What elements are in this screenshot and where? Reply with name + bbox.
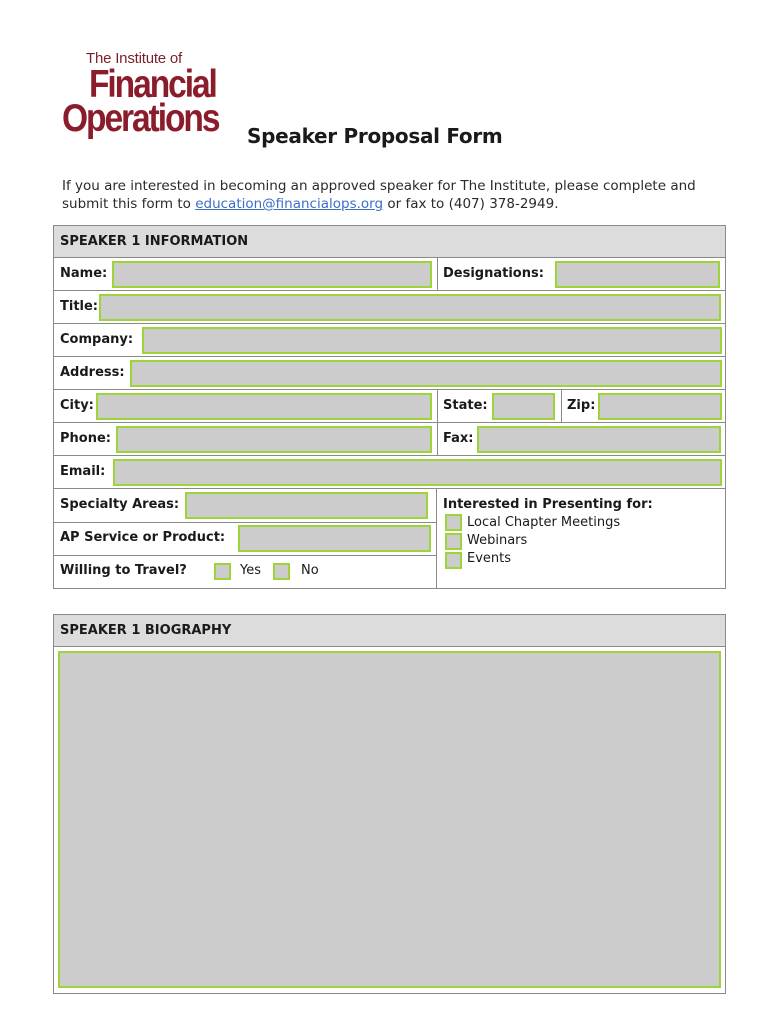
intro-text-before: If you are interested in becoming an approved speaker for The Institute, please complete and submit this form to: [62, 178, 696, 212]
ap-row: [54, 522, 436, 556]
state-label: State:: [443, 398, 488, 413]
email-label: Email:: [60, 464, 106, 479]
logo-line-2: Financial: [89, 63, 216, 106]
name-label: Name:: [60, 266, 108, 281]
specialty-row: [54, 489, 436, 523]
ap-label: AP Service or Product:: [60, 530, 226, 545]
presenting-label: Interested in Presenting for:: [443, 497, 653, 512]
travel-no-label: No: [301, 563, 319, 578]
intro-paragraph: [62, 177, 742, 213]
fax-label: Fax:: [443, 431, 474, 446]
company-label: Company:: [60, 332, 134, 347]
company-field[interactable]: [142, 327, 722, 354]
intro-text-after: or fax to (407) 378-2949.: [383, 196, 559, 212]
address-row: [54, 357, 725, 390]
specialty-label: Specialty Areas:: [60, 497, 180, 512]
travel-yes-checkbox[interactable]: [214, 563, 231, 580]
presenting-column: [437, 489, 725, 588]
biography-field[interactable]: [58, 651, 721, 988]
name-row: [54, 258, 725, 291]
travel-row: [54, 555, 436, 588]
phone-field[interactable]: [116, 426, 432, 453]
title-row: [54, 291, 725, 324]
zip-field[interactable]: [598, 393, 722, 420]
biography-section: [53, 614, 726, 994]
name-field[interactable]: [112, 261, 432, 288]
phone-row: [54, 423, 725, 456]
institute-logo: [62, 50, 232, 140]
fax-field[interactable]: [477, 426, 721, 453]
logo-line-1: The Institute of: [86, 50, 183, 67]
webinars-label: Webinars: [467, 533, 528, 548]
email-row: [54, 456, 725, 489]
logo-line-3: Operations: [62, 97, 219, 140]
travel-label: Willing to Travel?: [60, 563, 187, 578]
speaker-info-section: [53, 225, 726, 589]
local-chapter-checkbox[interactable]: [445, 514, 462, 531]
travel-yes-label: Yes: [240, 563, 261, 578]
events-checkbox[interactable]: [445, 552, 462, 569]
left-column: [54, 489, 437, 588]
designations-field[interactable]: [555, 261, 720, 288]
title-field[interactable]: [99, 294, 721, 321]
city-row: [54, 390, 725, 423]
company-row: [54, 324, 725, 357]
email-field[interactable]: [113, 459, 722, 486]
ap-field[interactable]: [238, 525, 431, 552]
city-field[interactable]: [96, 393, 432, 420]
state-field[interactable]: [492, 393, 555, 420]
designations-label: Designations:: [443, 266, 544, 281]
bottom-block: [54, 489, 725, 588]
title-label: Title:: [60, 299, 99, 314]
address-field[interactable]: [130, 360, 722, 387]
events-label: Events: [467, 551, 512, 566]
email-link[interactable]: education@financialops.org: [195, 196, 384, 212]
specialty-field[interactable]: [185, 492, 428, 519]
local-chapter-label: Local Chapter Meetings: [467, 515, 621, 530]
form-title: Speaker Proposal Form: [247, 124, 503, 148]
webinars-checkbox[interactable]: [445, 533, 462, 550]
phone-label: Phone:: [60, 431, 111, 446]
biography-header: SPEAKER 1 BIOGRAPHY: [54, 615, 725, 647]
speaker-info-header: SPEAKER 1 INFORMATION: [54, 226, 725, 258]
city-label: City:: [60, 398, 94, 413]
address-label: Address:: [60, 365, 125, 380]
travel-no-checkbox[interactable]: [273, 563, 290, 580]
zip-label: Zip:: [567, 398, 596, 413]
